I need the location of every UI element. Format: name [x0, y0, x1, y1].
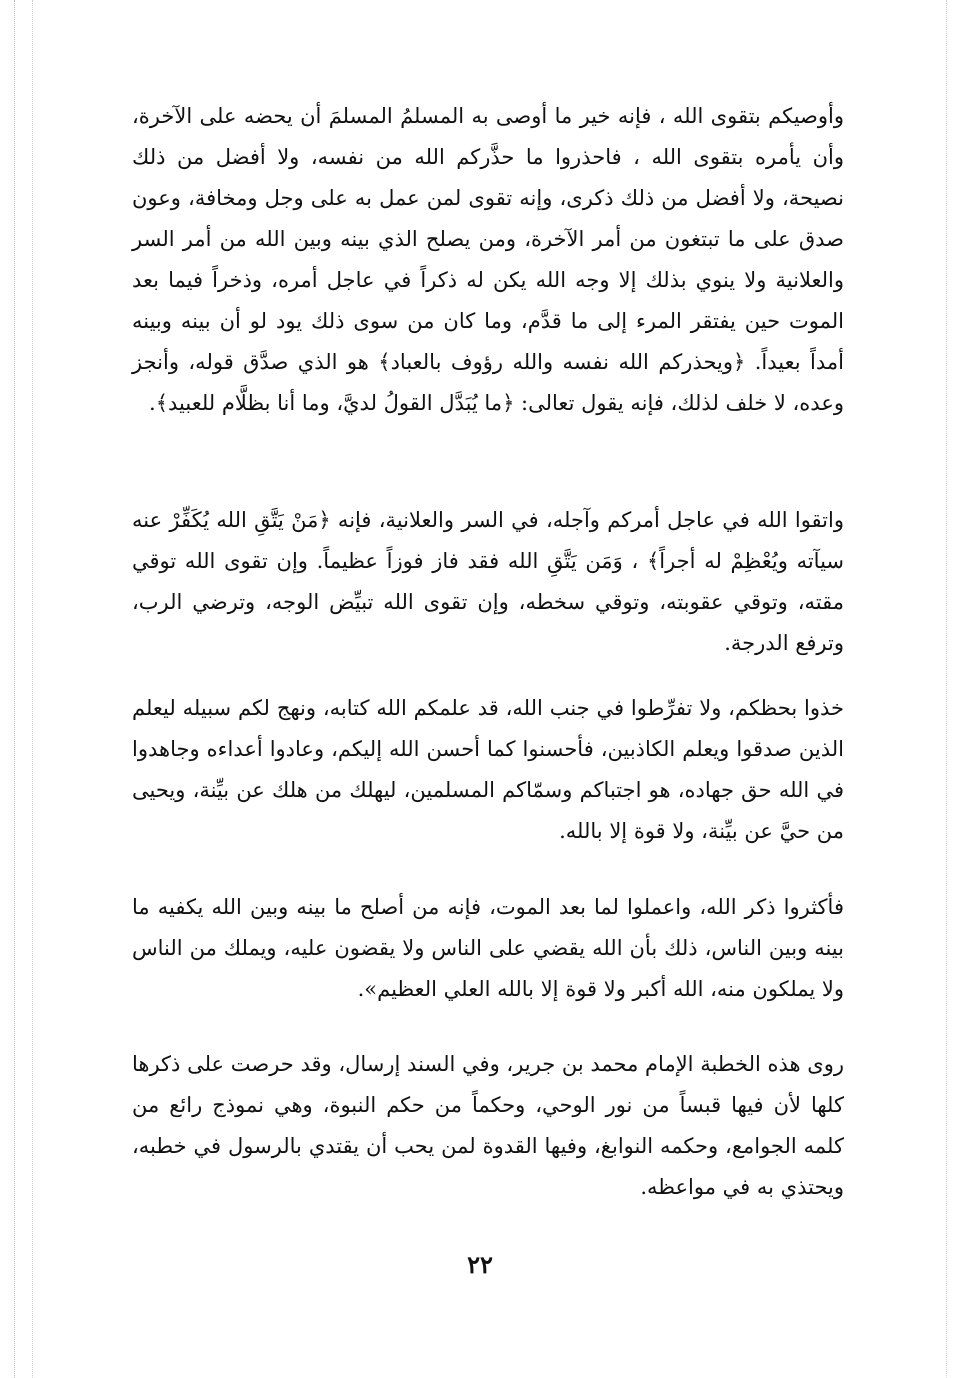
- page-number: ٢٢: [467, 1250, 493, 1279]
- paragraph-5: روى هذه الخطبة الإمام محمد بن جرير، وفي السند إرسال، وقد حرصت على ذكرها كلها لأن فيها قبساً من نور الوحي، وحكماً من حكم النبوة، وهي نموذج رائع من كلمه الجوامع، وحكمه النوابغ، وفيها القدوة لمن يحب أن يقتدي بالرسول في خطبه، ويحتذي به في مواعظه.: [132, 1052, 844, 1199]
- paragraph-2: واتقوا الله في عاجل أمركم وآجله، في السر والعلانية، فإنه ﴿مَنْ يَتَّقِ الله يُكَفِّرْ عنه سيآته ويُعْظِمْ له أجراً﴾ ، وَمَن يَتَّقِ الله فقد فاز فوزاً عظيماً. وإن تقوى الله توقي مقته، وتوقي عقوبته، وتوقي سخطه، وإن تقوى الله تبيِّض الوجه، وترضي الرب، وترفع الدرجة.: [132, 508, 844, 655]
- scan-edge-left-inner: [32, 0, 33, 1378]
- paragraph-4: فأكثروا ذكر الله، واعملوا لما بعد الموت، فإنه من أصلح ما بينه وبين الله يكفيه ما بينه وبين الناس، ذلك بأن الله يقضي على الناس ولا يقضون عليه، ويملك من الناس ولا يملكون منه، الله أكبر ولا قوة إلا بالله العلي العظيم».: [132, 895, 844, 1001]
- scan-edge-left: [14, 0, 15, 1378]
- scan-edge-right: [946, 0, 947, 1378]
- paragraph-3: خذوا بحظكم، ولا تفرِّطوا في جنب الله، قد علمكم الله كتابه، ونهج لكم سبيله ليعلم الذين صدقوا ويعلم الكاذبين، فأحسنوا كما أحسن الله إليكم، وعادوا أعداءه وجاهدوا في الله حق جهاده، هو اجتباكم وسمّاكم المسلمين، ليهلك من هلك عن بيِّنة، ويحيى من حيَّ عن بيِّنة، ولا قوة إلا بالله.: [132, 696, 844, 843]
- paragraph-1: وأوصيكم بتقوى الله ، فإنه خير ما أوصى به المسلمُ المسلمَ أن يحضه على الآخرة، وأن يأمره بتقوى الله ، فاحذروا ما حذَّركم الله من نفسه، ولا أفضل من ذلك نصيحة، ولا أفضل من ذلك ذكرى، وإنه تقوى لمن عمل به على وجل ومخافة، وعون صدق على ما تبتغون من أمر الآخرة، ومن يصلح الذي بينه وبين الله من أمر السر والعلانية ولا ينوي بذلك إلا وجه الله يكن له ذكراً في عاجل أمره، وذخراً فيما بعد الموت حين يفتقر المرء إلى ما قدَّم، وما كان من سوى ذلك يود لو أن بينه وبينه أمداً بعيداً. ﴿ويحذركم الله نفسه والله رؤوف بالعباد﴾ هو الذي صدَّق قوله، وأنجز وعده، لا خلف لذلك، فإنه يقول تعالى: ﴿ما يُبَدَّل القولُ لديَّ، وما أنا بظلَّام للعبيد﴾.: [132, 104, 844, 415]
